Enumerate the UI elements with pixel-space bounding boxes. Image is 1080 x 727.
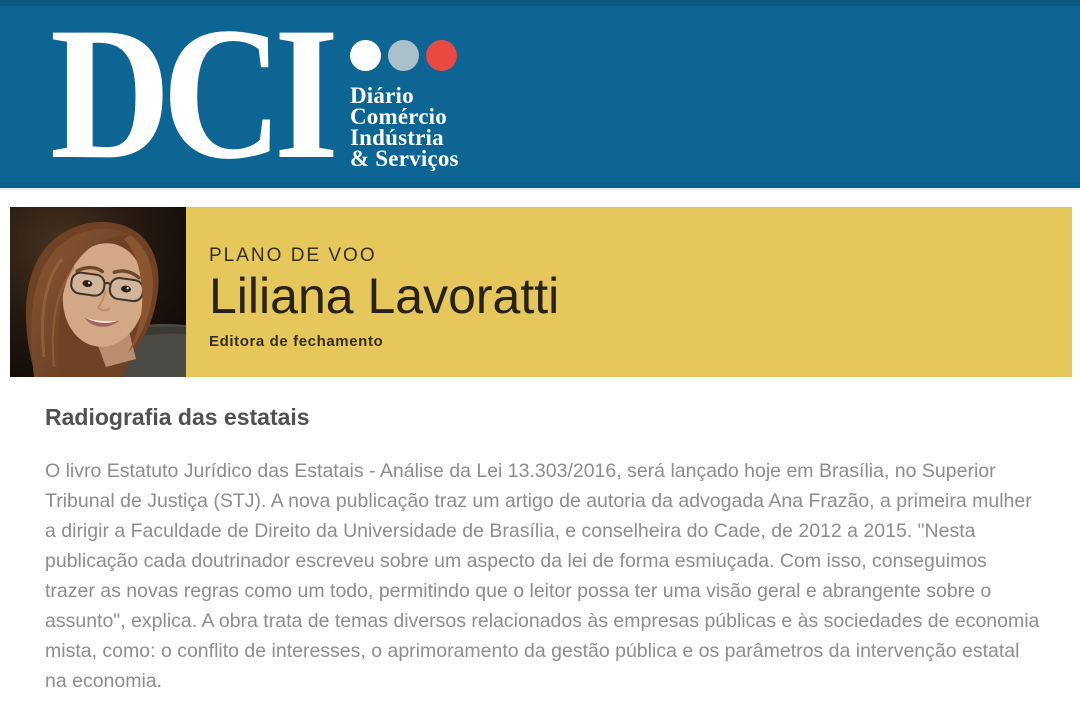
masthead	[0, 0, 1080, 199]
column-kicker: PLANO DE VOO	[209, 245, 377, 266]
tagline-line: & Serviços	[350, 146, 459, 171]
tagline-line: Diário	[350, 83, 414, 108]
author-role: Editora de fechamento	[209, 333, 384, 350]
red-dot-icon	[426, 40, 457, 71]
gray-dot-icon	[388, 40, 419, 71]
author-name: Liliana Lavoratti	[209, 268, 560, 324]
tagline-line: Comércio	[350, 104, 447, 129]
logo-dots	[350, 40, 457, 71]
author-photo-illustration	[10, 207, 186, 377]
column-header	[10, 207, 1072, 377]
article-title: Radiografia das estatais	[45, 404, 310, 430]
tagline-line: Indústria	[350, 125, 444, 150]
author-photo	[10, 207, 186, 377]
article	[45, 403, 1045, 696]
dci-logo-letters: DCI	[50, 0, 331, 199]
logo-tagline	[350, 85, 459, 169]
author-banner	[186, 207, 1072, 377]
dci-logo[interactable]	[0, 0, 480, 199]
white-dot-icon	[350, 40, 381, 71]
article-body: O livro Estatuto Jurídico das Estatais - Análise da Lei 13.303/2016, será lançado hoje em Brasília, no Superior Tribunal de Justiça (STJ). A nova publicação traz um artigo de autoria da advogada Ana Frazão, a primeira mulher a dirigir a Faculdade de Direito da Universidade de Brasília, e conselheira do Cade, de 2012 a 2015. "Nesta publicação cada doutrinador escreveu sobre um aspecto da lei de forma esmiuçada. Com isso, conseguimos trazer as novas regras como um todo, permitindo que o leitor possa ter uma visão geral e abrangente sobre o assunto", explica. A obra trata de temas diversos relacionados às empresas públicas e às sociedades de economia mista, como: o conflito de interesses, o aprimoramento da gestão pública e os parâmetros da intervenção estatal na economia.	[45, 460, 1040, 692]
